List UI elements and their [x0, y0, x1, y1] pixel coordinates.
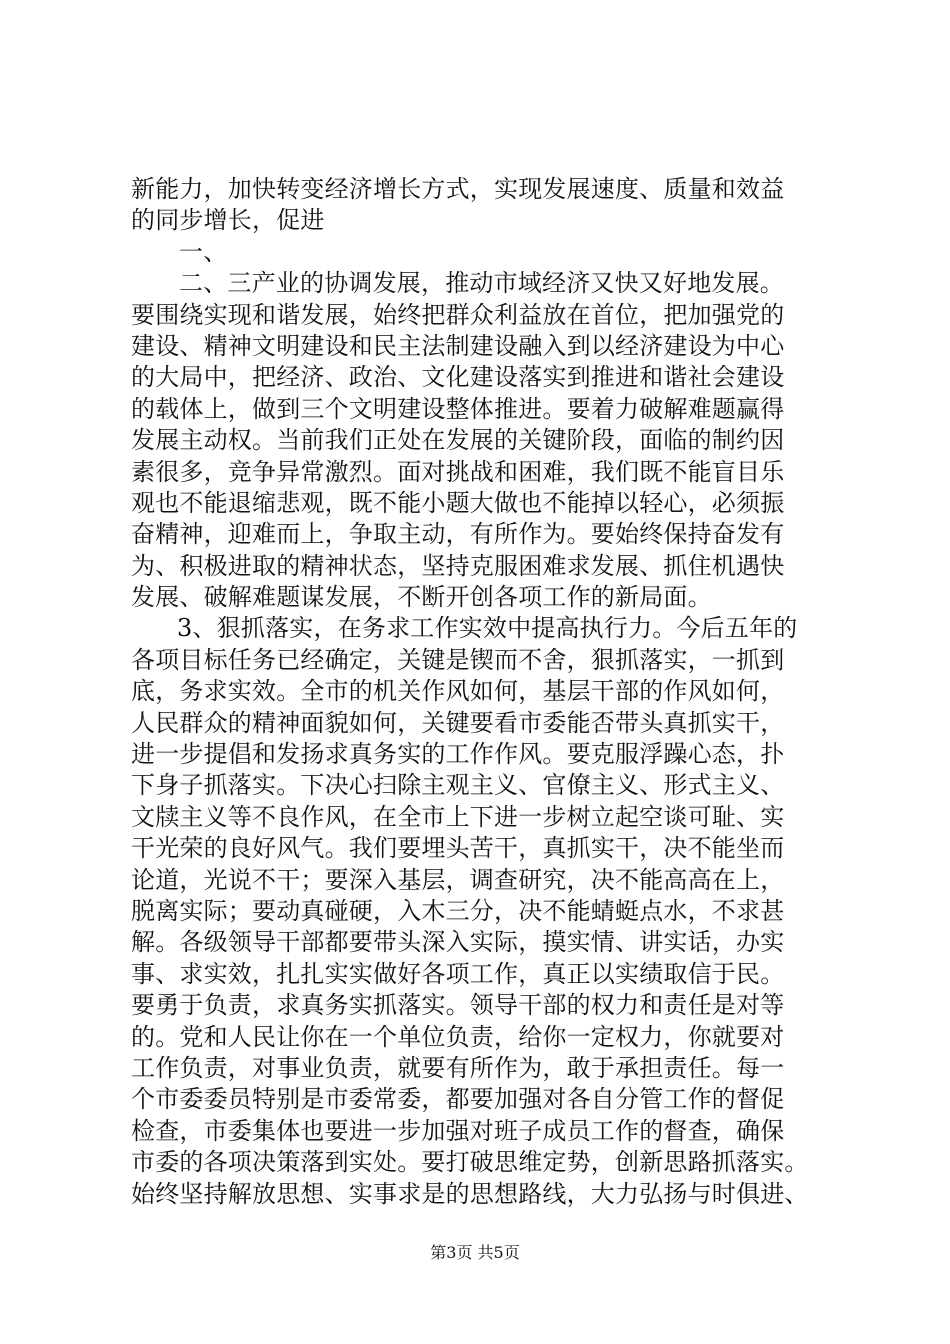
- text-line: 一、: [179, 237, 228, 266]
- text-line: 下身子抓落实。下决心扫除主观主义、官僚主义、形式主义、: [131, 771, 785, 800]
- text-line: 新能力，加快转变经济增长方式，实现发展速度、质量和效益: [131, 175, 785, 203]
- text-line: 工作负责，对事业负责，就要有所作为，敢于承担责任。每一: [131, 1053, 785, 1082]
- text-line: 文牍主义等不良作风，在全市上下进一步树立起空谈可耻、实: [131, 802, 785, 831]
- text-line: 观也不能退缩悲观，既不能小题大做也不能掉以轻心，必须振: [131, 488, 785, 517]
- text-line: 底，务求实效。全市的机关作风如何，基层干部的作风如何，: [131, 677, 785, 706]
- text-line: 的载体上，做到三个文明建设整体推进。要着力破解难题赢得: [131, 394, 785, 423]
- text-line: 为、积极进取的精神状态，坚持克服困难求发展、抓住机遇快: [131, 551, 785, 580]
- text-line: 的大局中，把经济、政治、文化建设落实到推进和谐社会建设: [131, 363, 785, 392]
- text-line: 3、狠抓落实，在务求工作实效中提高执行力。今后五年的: [177, 614, 798, 643]
- text-line: 要围绕实现和谐发展，始终把群众利益放在首位，把加强党的: [131, 300, 785, 329]
- text-line: 人民群众的精神面貌如何，关键要看市委能否带头真抓实干，: [131, 708, 785, 737]
- text-line: 奋精神，迎难而上，争取主动，有所作为。要始终保持奋发有: [131, 520, 785, 549]
- text-line: 干光荣的良好风气。我们要埋头苦干，真抓实干，决不能坐而: [131, 834, 785, 863]
- text-line: 论道，光说不干；要深入基层，调查研究，决不能高高在上，: [131, 865, 785, 894]
- text-line: 始终坚持解放思想、实事求是的思想路线，大力弘扬与时俱进、: [131, 1179, 809, 1208]
- text-line: 发展、破解难题谋发展，不断开创各项工作的新局面。: [131, 583, 712, 612]
- text-line: 素很多，竞争异常激烈。面对挑战和困难，我们既不能盲目乐: [131, 457, 785, 486]
- text-line: 个市委委员特别是市委常委，都要加强对各自分管工作的督促: [131, 1085, 785, 1114]
- text-line: 的同步增长，促进: [131, 206, 325, 235]
- text-line: 解。各级领导干部都要带头深入实际，摸实情、讲实话，办实: [131, 928, 785, 957]
- text-line: 检查，市委集体也要进一步加强对班子成员工作的督查，确保: [131, 1116, 785, 1145]
- text-line: 建设、精神文明建设和民主法制建设融入到以经济建设为中心: [131, 331, 785, 360]
- text-line: 进一步提倡和发扬求真务实的工作作风。要克服浮躁心态，扑: [131, 740, 785, 769]
- text-line: 事、求实效，扎扎实实做好各项工作，真正以实绩取信于民。: [131, 959, 785, 988]
- text-line: 各项目标任务已经确定，关键是锲而不舍，狠抓落实，一抓到: [131, 645, 785, 674]
- text-line: 市委的各项决策落到实处。要打破思维定势，创新思路抓落实。: [131, 1148, 809, 1177]
- page-number-footer: 第3页 共5页: [430, 1243, 520, 1262]
- text-line: 的。党和人民让你在一个单位负责，给你一定权力，你就要对: [131, 1022, 785, 1051]
- text-line: 二、三产业的协调发展，推动市域经济又快又好地发展。: [179, 269, 784, 298]
- text-line: 脱离实际；要动真碰硬，入木三分，决不能蜻蜓点水，不求甚: [131, 896, 785, 925]
- text-line: 要勇于负责，求真务实抓落实。领导干部的权力和责任是对等: [131, 991, 785, 1020]
- text-line: 发展主动权。当前我们正处在发展的关键阶段，面临的制约因: [131, 426, 785, 455]
- document-body: [131, 174, 853, 1210]
